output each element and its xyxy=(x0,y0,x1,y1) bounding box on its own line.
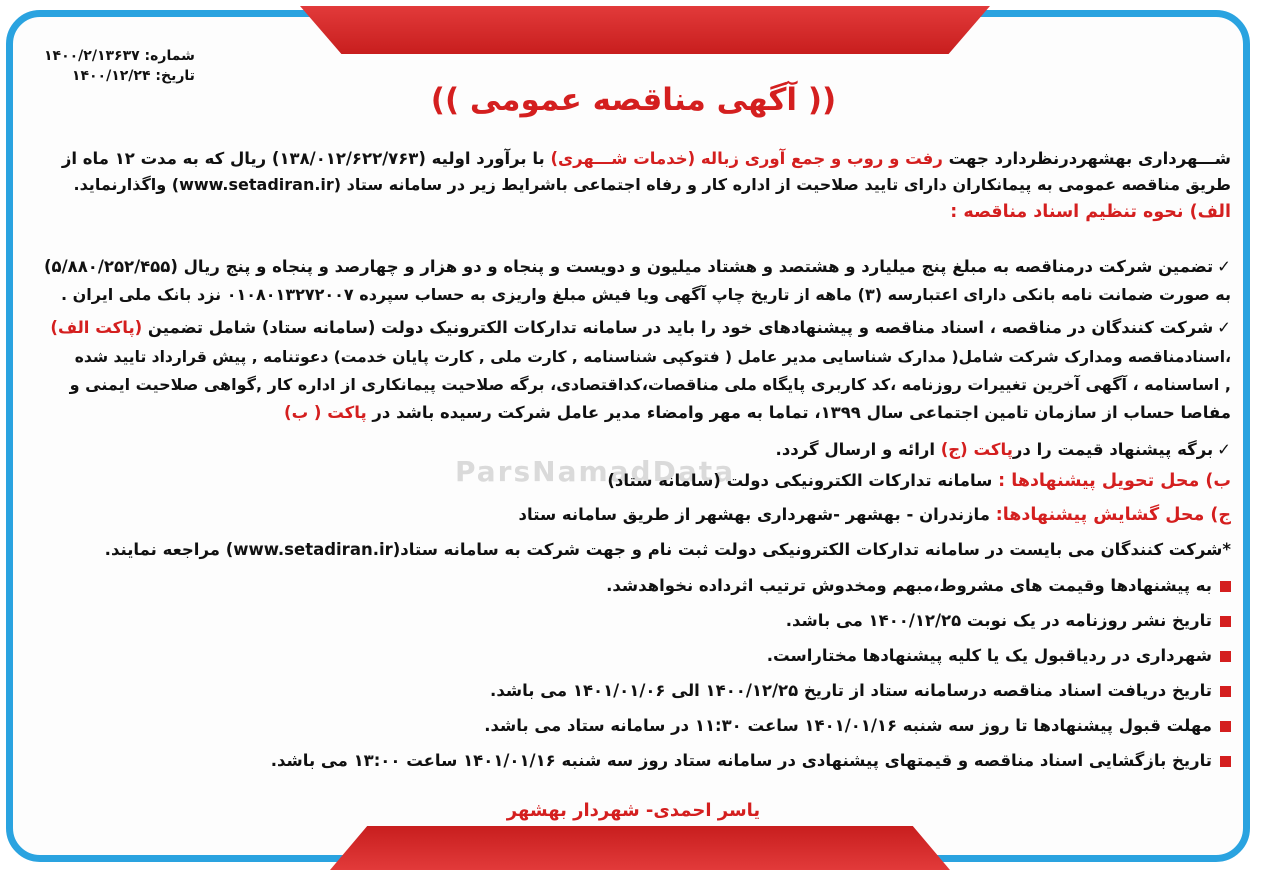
check-icon: ✓ xyxy=(1217,257,1231,276)
register-note: *شرکت کنندگان می بایست در سامانه تدارکات الکترونیکی دولت ثبت نام و جهت شرکت به سامانه ستاد(www.setadiran.ir) مراجعه نمایند. xyxy=(104,540,1231,559)
square-bullet-icon xyxy=(1220,651,1231,662)
intro-budget: با برآورد اولیه (۱۳۸/۰۱۲/۶۲۲/۷۶۳) ریال که به مدت ۱۲ ماه از xyxy=(61,149,551,168)
notice-meta xyxy=(44,46,195,86)
envelope-c: پاکت (ج) xyxy=(940,440,1013,459)
section-c-label: ج) محل گشایش پیشنهادها: xyxy=(995,505,1231,525)
square-bullet-icon xyxy=(1220,721,1231,732)
section-b xyxy=(607,468,1231,494)
participants-line-3: , اساسنامه ، آگهی آخرین تغییرات روزنامه ،کد کاربری پایگاه ملی مناقصات،کداقتصادی، برگه صلاحیت پیمانکاری از اداره کار ,گواهی صلاحیت ایمنی و xyxy=(69,375,1231,394)
envelope-a: (پاکت الف) xyxy=(50,318,143,337)
top-banner xyxy=(300,6,990,54)
square-bullet-icon xyxy=(1220,581,1231,592)
service-title: رفت و روب و جمع آوری زباله (خدمات شـــهری) xyxy=(550,149,943,168)
bullet-item: تاریخ نشر روزنامه در یک نوبت ۱۴۰۰/۱۲/۲۵ می باشد. xyxy=(786,608,1231,634)
guarantee-line-2: به صورت ضمانت نامه بانکی دارای اعتبارسه (۳) ماهه از تاریخ چاپ آگهی ویا فیش مبلغ واریزی به حساب سپرده ۰۱۰۸۰۱۳۲۷۲۰۰۷ نزد بانک ملی ایران . xyxy=(61,285,1231,304)
bottom-banner xyxy=(330,826,950,870)
check-icon: ✓ xyxy=(1217,440,1231,459)
participants-line-4: مفاصا حساب از سازمان تامین اجتماعی سال ۱۳۹۹، تماما به مهر وامضاء مدیر عامل شرکت رسیده باشد در پاکت ( ب) xyxy=(284,403,1231,422)
participants-line-1: ✓شرکت کنندگان در مناقصه ، اسناد مناقصه و پیشنهادهای خود را باید در سامانه تدارکات الکترونیک دولت (سامانه ستاد) شامل تضمین (پاکت الف) xyxy=(50,318,1231,337)
watermark: ParsNamadData xyxy=(455,455,735,488)
page-title: (( آگهی مناقصه عمومی )) xyxy=(430,82,837,118)
intro-line-2: طریق مناقصه عمومی به پیمانکاران دارای تایید صلاحیت از اداره کار و رفاه اجتماعی باشرایط زیر در سامانه ستاد (www.setadiran.ir) واگذارنماید. xyxy=(73,175,1231,194)
guarantee-line-1: ✓تضمین شرکت درمناقصه به مبلغ پنج میلیارد و هشتصد و هشتاد میلیون و دویست و پنجاه و دو هزار و چهارصد و پنجاه و پنج ریال (۵/۸۸۰/۲۵۲/۴۵۵) xyxy=(43,257,1231,276)
bullet-item: تاریخ بازگشایی اسناد مناقصه و قیمتهای پیشنهادی در سامانه ستاد روز سه شنبه ۱۴۰۱/۰۱/۱۶ ساعت ۱۳:۰۰ می باشد. xyxy=(271,748,1231,774)
bullet-item: شهرداری در ردیاقبول یک یا کلیه پیشنهادها مختاراست. xyxy=(767,643,1231,669)
notice-number: شماره: ۱۴۰۰/۲/۱۳۶۳۷ xyxy=(44,48,195,64)
section-b-label: ب) محل تحویل پیشنهادها : xyxy=(998,471,1231,491)
intro-text: شـــهرداری بهشهردرنظردارد جهت xyxy=(942,149,1231,168)
intro-line-1 xyxy=(62,146,1231,172)
bullet-item: به پیشنهادها وقیمت های مشروط،مبهم ومخدوش ترتیب اثرداده نخواهدشد. xyxy=(606,573,1231,599)
notice-date: تاریخ: ۱۴۰۰/۱۲/۲۴ xyxy=(71,68,195,84)
envelope-b: پاکت ( ب) xyxy=(284,403,367,422)
square-bullet-icon xyxy=(1220,756,1231,767)
bullet-item: مهلت قبول پیشنهادها تا روز سه شنبه ۱۴۰۱/۰۱/۱۶ ساعت ۱۱:۳۰ در سامانه ستاد می باشد. xyxy=(484,713,1231,739)
signature: یاسر احمدی- شهردار بهشهر xyxy=(506,800,761,821)
price-line: ✓برگه پیشنهاد قیمت را درپاکت (ج) ارائه و ارسال گردد. xyxy=(775,440,1231,459)
participants-line-2: ،اسنادمناقصه ومدارک شرکت شامل( مدارک شناسایی مدیر عامل ( فتوکپی شناسنامه , کارت ملی , کارت پایان خدمت) دعوتنامه , پیش قرارداد تایید شده xyxy=(74,348,1231,366)
check-icon: ✓ xyxy=(1217,318,1231,337)
square-bullet-icon xyxy=(1220,616,1231,627)
section-a-heading: الف) نحوه تنظیم اسناد مناقصه : xyxy=(950,202,1231,222)
section-b-value: سامانه تدارکات الکترونیکی دولت (سامانه ستاد) xyxy=(607,471,999,490)
bullet-item: تاریخ دریافت اسناد مناقصه درسامانه ستاد از تاریخ ۱۴۰۰/۱۲/۲۵ الی ۱۴۰۱/۰۱/۰۶ می باشد. xyxy=(490,678,1231,704)
section-c xyxy=(519,502,1231,528)
square-bullet-icon xyxy=(1220,686,1231,697)
section-c-value: مازندران - بهشهر -شهرداری بهشهر از طریق سامانه ستاد xyxy=(518,505,996,524)
